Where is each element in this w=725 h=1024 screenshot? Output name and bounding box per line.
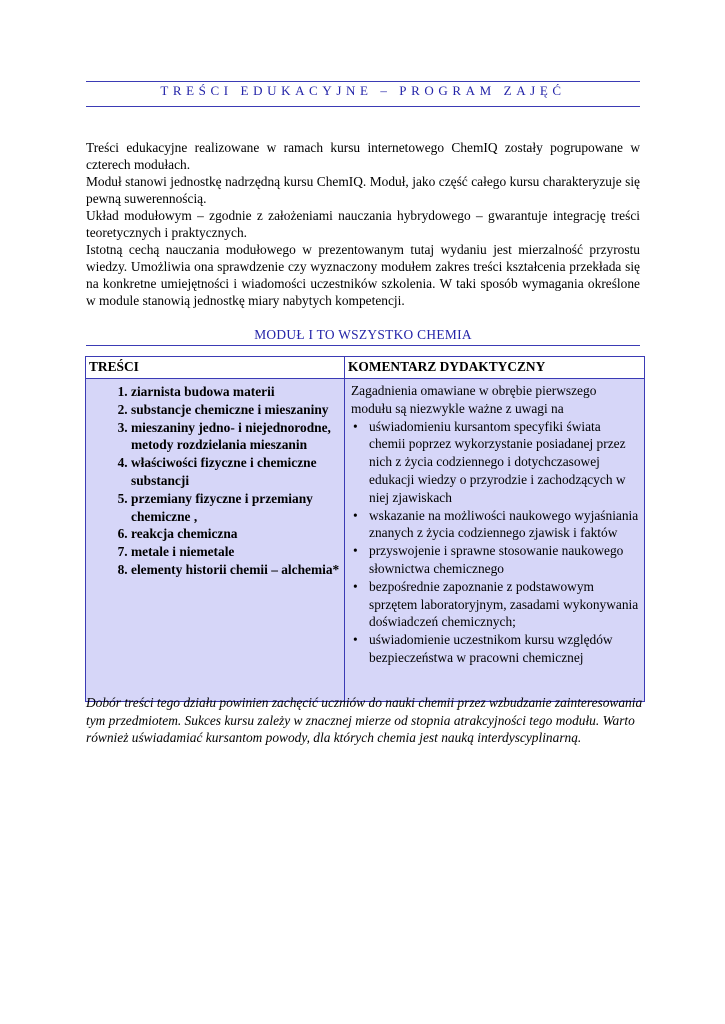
- topic-item: 1. ziarnista budowa materii: [131, 383, 344, 401]
- intro-paragraph: Treści edukacyjne realizowane w ramach kursu internetowego ChemIQ zostały pogrupowane w czterech modułach.: [86, 140, 640, 172]
- intro-paragraph: Moduł stanowi jednostkę nadrzędną kursu ChemIQ. Moduł, jako część całego kursu charakteryzuje się pewną suwerennością.: [86, 174, 640, 206]
- page-title: TREŚCI EDUKACYJNE – PROGRAM ZAJĘĆ: [160, 83, 566, 98]
- topic-item: 3. mieszaniny jedno- i niejednorodne, metody rozdzielania mieszanin: [131, 419, 344, 455]
- topic-item: 8. elementy historii chemii – alchemia*: [131, 561, 344, 579]
- comment-points-list: [349, 418, 640, 667]
- header-bottom-rule: [86, 106, 640, 107]
- comment-point: • uświadomienie uczestnikom kursu względów bezpieczeństwa w pracowni chemicznej: [367, 631, 640, 667]
- topics-cell: [86, 379, 345, 702]
- module-title: MODUŁ I TO WSZYSTKO CHEMIA: [254, 327, 472, 342]
- header-top-rule: [86, 81, 640, 82]
- closing-note: Dobór treści tego działu powinien zachęcić uczniów do nauki chemii przez wzbudzanie zainteresowania tym przedmiotem. Sukces kursu zależy w znacznej mierze od stopnia atrakcyjności tego modułu. Warto również uświadamiać kursantom powody, dla których chemia jest nauką interdyscyplinarną.: [86, 695, 643, 745]
- topic-item: 4. właściwości fizyczne i chemiczne substancji: [131, 454, 344, 490]
- intro-paragraph: Istotną cechą nauczania modułowego w prezentowanym tutaj wydaniu jest mierzalność przyrostu wiedzy. Umożliwia ona sprawdzenie czy wyznaczony modułem zakres treści kształcenia przekłada się na konkretne umiejętności i wiadomości uczestników szkolenia. W taki sposób wymagania określone w module stanowią jednostkę miary nabytych kompetencji.: [86, 242, 640, 308]
- topic-item: 5. przemiany fizyczne i przemiany chemiczne ,: [131, 490, 344, 526]
- module-table: [85, 356, 645, 702]
- module-title-rule: [86, 345, 640, 346]
- comment-column-header: KOMENTARZ DYDAKTYCZNY: [345, 357, 645, 379]
- comment-lead: Zagadnienia omawiane w obrębie pierwszego modułu są niezwykle ważne z uwagi na: [351, 383, 597, 416]
- topic-item: 2. substancje chemiczne i mieszaniny: [131, 401, 344, 419]
- topic-item: 7. metale i niemetale: [131, 543, 344, 561]
- comment-point: • przyswojenie i sprawne stosowanie naukowego słownictwa chemicznego: [367, 542, 640, 578]
- comment-point: • bezpośrednie zapoznanie z podstawowym sprzętem laboratoryjnym, zasadami wykonywania doświadczeń chemicznych;: [367, 578, 640, 631]
- topic-item: 6. reakcja chemiczna: [131, 525, 344, 543]
- intro-text: [86, 139, 640, 309]
- topics-column-header: TREŚCI: [86, 357, 345, 379]
- comment-cell: [345, 379, 645, 702]
- topics-list: [86, 383, 344, 579]
- comment-point: • uświadomieniu kursantom specyfiki świata chemii poprzez wykorzystanie posiadanej przez nich z życia codziennego i dotychczasowej edukacji wiedzy o przyrodzie i zachodzących w niej zjawiskach: [367, 418, 640, 507]
- comment-point: • wskazanie na możliwości naukowego wyjaśniania znanych z życia codziennego zjawisk i faktów: [367, 507, 640, 543]
- intro-paragraph: Układ modułowym – zgodnie z założeniami nauczania hybrydowego – gwarantuje integrację treści teoretycznych i praktycznych.: [86, 208, 640, 240]
